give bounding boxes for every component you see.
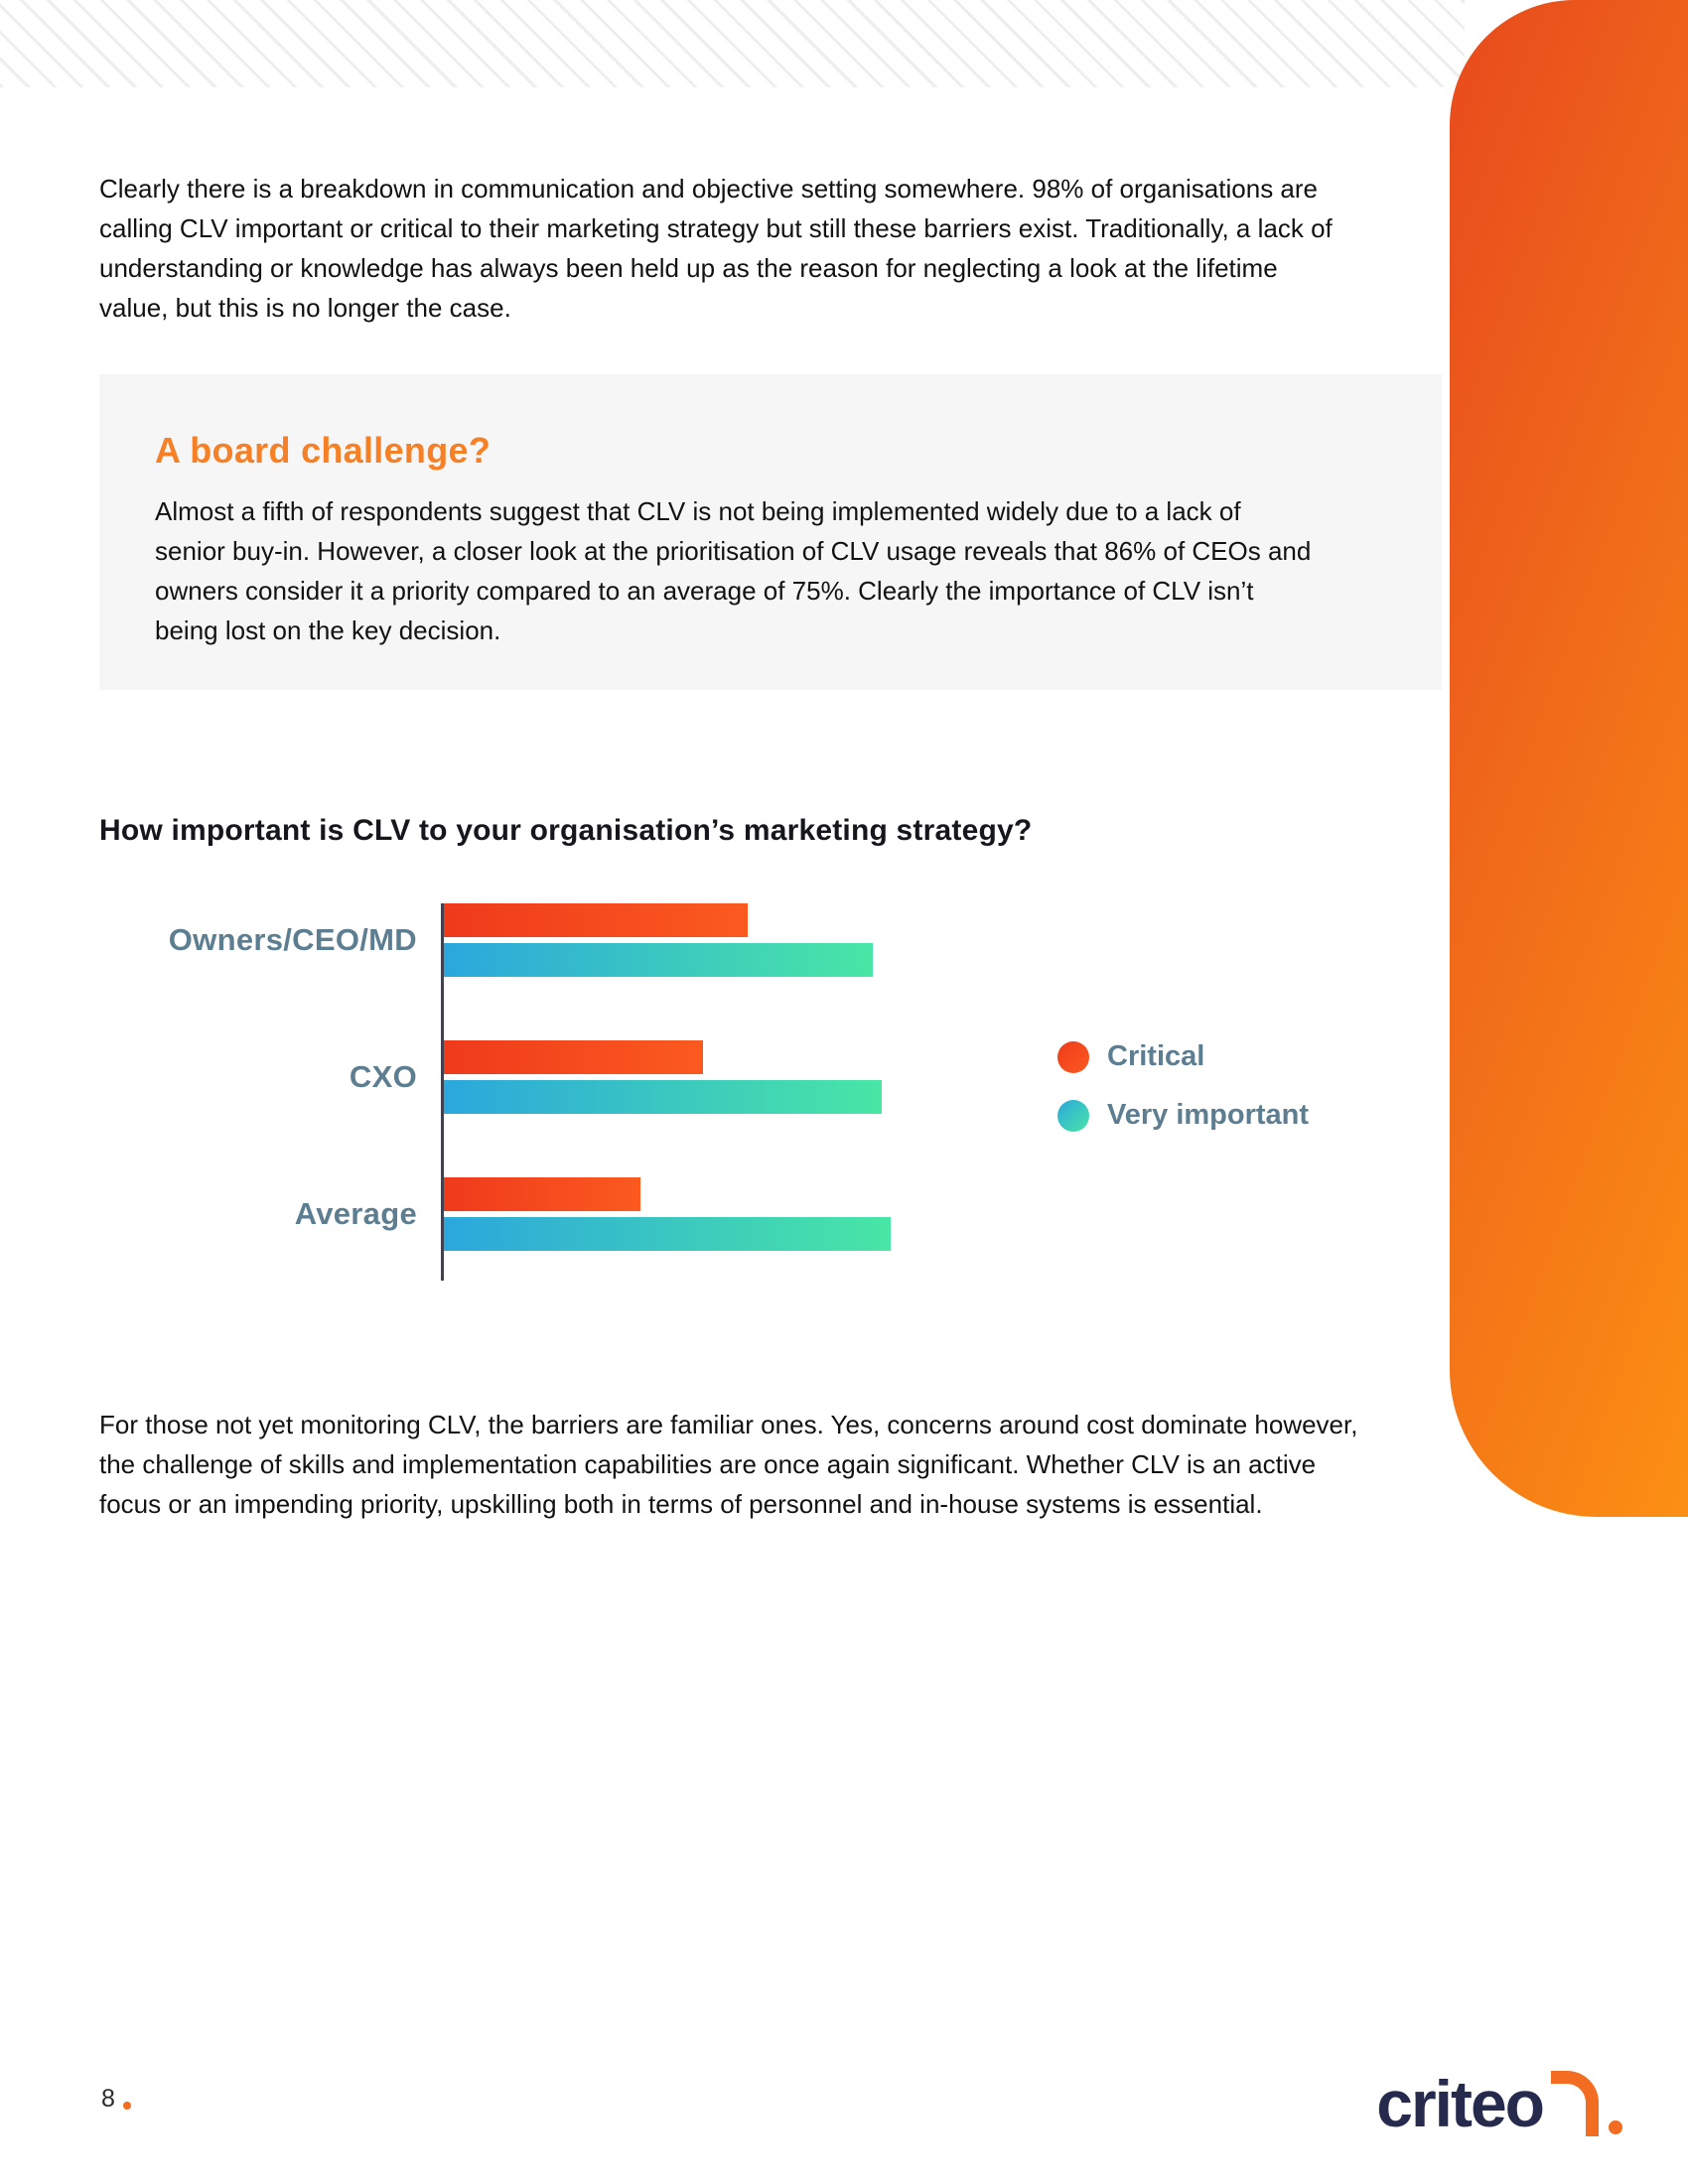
bar-very-important	[444, 1080, 882, 1114]
bar-critical	[444, 903, 748, 937]
chart-legend	[1057, 1040, 1309, 1132]
bar-chart	[99, 903, 1489, 1281]
bar-critical	[444, 1040, 703, 1074]
bar-very-important	[444, 1217, 891, 1251]
closing-paragraph: For those not yet monitoring CLV, the barriers are familiar ones. Yes, concerns around cost dominate however, the challenge of skills and implementation capabilities are once again significant. Whether CLV is an active focus or an impending priority, upskilling both in terms of personnel and in-house systems is essential.	[99, 1410, 1358, 1519]
page-number-dot-icon	[123, 2102, 131, 2110]
criteo-bracket-icon	[1551, 2071, 1599, 2136]
chart-category-labels	[99, 903, 441, 1281]
bar-group	[444, 1040, 891, 1114]
bar-critical	[444, 1177, 640, 1211]
page-number-value: 8	[101, 2085, 115, 2113]
legend-label: Very important	[1107, 1099, 1310, 1131]
legend-label: Critical	[1107, 1040, 1205, 1072]
criteo-dot-icon	[1609, 2120, 1622, 2134]
legend-swatch-critical	[1057, 1041, 1089, 1073]
callout-box	[99, 374, 1442, 690]
callout-title: A board challenge?	[155, 430, 492, 471]
bar-group	[444, 903, 891, 977]
chart-plot	[441, 903, 891, 1281]
category-label: Owners/CEO/MD	[168, 922, 417, 957]
legend-swatch-very-important	[1057, 1100, 1089, 1132]
chart-title: How important is CLV to your organisation’s marketing strategy?	[99, 814, 1033, 847]
bar-very-important	[444, 943, 873, 977]
category-label: Average	[294, 1196, 417, 1231]
hatch-pattern-decoration	[0, 0, 1465, 87]
bar-group	[444, 1177, 891, 1251]
legend-item	[1057, 1040, 1309, 1073]
category-label: CXO	[349, 1059, 417, 1094]
criteo-logo-text: criteo	[1376, 2067, 1543, 2140]
orange-side-band-decoration	[1450, 0, 1688, 1517]
intro-paragraph: Clearly there is a breakdown in communication and objective setting somewhere. 98% of organisations are calling CLV important or critical to their marketing strategy but still these barriers exist. Traditionally, a lack of understanding or knowledge has always been held up as the reason for neglecting a look at the lifetime value, but this is no longer the case.	[99, 174, 1333, 323]
criteo-logo	[1376, 2067, 1622, 2140]
page-number	[101, 2085, 131, 2114]
legend-item	[1057, 1099, 1309, 1132]
callout-body: Almost a fifth of respondents suggest that CLV is not being implemented widely due to a lack of senior buy-in. However, a closer look at the prioritisation of CLV usage reveals that 86% of CEOs and owners consider it a priority compared to an average of 75%. Clearly the importance of CLV isn’t being lost on the key decision.	[155, 496, 1312, 645]
